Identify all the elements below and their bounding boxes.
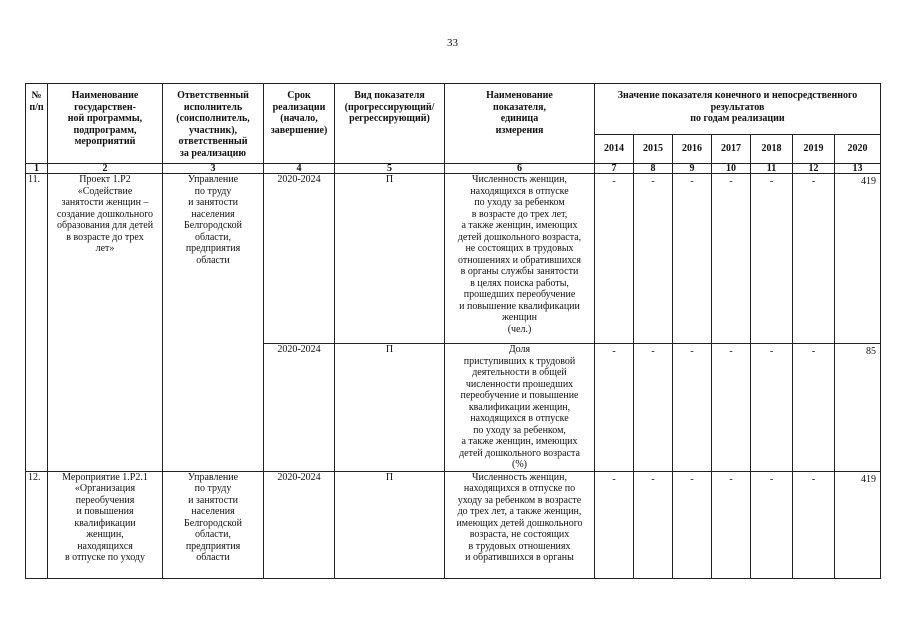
value-2017: - xyxy=(712,471,751,578)
row-number: 12. xyxy=(26,471,48,578)
row-number: 11. xyxy=(26,174,48,472)
header-program-name: Наименование государствен- ной программы, подпрограмм, мероприятий xyxy=(48,84,163,164)
header-values-group: Значение показателя конечного и непосредственного результатов по годам реализации xyxy=(595,84,881,135)
year-cell: 2014 xyxy=(595,135,634,164)
term: 2020-2024 xyxy=(264,344,335,472)
column-number: 2 xyxy=(48,164,163,174)
table-row xyxy=(26,174,881,344)
page-number: 33 xyxy=(447,37,458,49)
executor: Управление по труду и занятости населения Белгородской области, предприятия области xyxy=(163,471,264,578)
header-num: № п/п xyxy=(26,84,48,164)
value-2014: - xyxy=(595,471,634,578)
value-2017: - xyxy=(712,344,751,472)
year-cell: 2017 xyxy=(712,135,751,164)
header-row xyxy=(26,84,881,135)
value-2019: - xyxy=(793,174,835,344)
value-2020: 419 xyxy=(835,471,881,578)
indicators-table xyxy=(25,83,881,579)
year-cell: 2020 xyxy=(835,135,881,164)
term: 2020-2024 xyxy=(264,174,335,344)
column-number: 7 xyxy=(595,164,634,174)
indicator-name: Численность женщин, находящихся в отпуске по уходу за ребенком в возрасте до трех лет, а также женщин, имеющих детей дошкольного возраста, не состоящих в трудовых отношениях и обратившихся в органы xyxy=(445,471,595,578)
header-term: Срок реализации (начало, завершение) xyxy=(264,84,335,164)
column-number: 8 xyxy=(634,164,673,174)
header-indicator-type: Вид показателя (прогрессирующий/ регрессирующий) xyxy=(335,84,445,164)
indicator-type: П xyxy=(335,174,445,344)
value-2018: - xyxy=(751,471,793,578)
column-number: 1 xyxy=(26,164,48,174)
indicator-type: П xyxy=(335,344,445,472)
column-number: 11 xyxy=(751,164,793,174)
program-name: Мероприятие 1.Р2.1 «Организация переобучения и повышения квалификации женщин, находящихся в отпуске по уходу xyxy=(48,471,163,578)
header-indicator-name: Наименование показателя, единица измерения xyxy=(445,84,595,164)
column-number: 5 xyxy=(335,164,445,174)
term: 2020-2024 xyxy=(264,471,335,578)
program-name: Проект 1.Р2 «Содействие занятости женщин – создание дошкольного образования для детей в возрасте до трех лет» xyxy=(48,174,163,472)
value-2015: - xyxy=(634,344,673,472)
value-2019: - xyxy=(793,471,835,578)
indicator-name: Доля приступивших к трудовой деятельности в общей численности прошедших переобучение и повышение квалификации женщин, находящихся в отпуске по уходу за ребенком, а также женщин, имеющих детей дошкольного возраста (%) xyxy=(445,344,595,472)
column-number: 6 xyxy=(445,164,595,174)
year-cell: 2016 xyxy=(673,135,712,164)
executor: Управление по труду и занятости населения Белгородской области, предприятия области xyxy=(163,174,264,472)
value-2019: - xyxy=(793,344,835,472)
column-number: 3 xyxy=(163,164,264,174)
column-number: 9 xyxy=(673,164,712,174)
value-2018: - xyxy=(751,174,793,344)
value-2015: - xyxy=(634,174,673,344)
value-2017: - xyxy=(712,174,751,344)
column-number: 13 xyxy=(835,164,881,174)
column-numbers-row xyxy=(26,164,881,174)
column-number: 4 xyxy=(264,164,335,174)
value-2020: 85 xyxy=(835,344,881,472)
indicator-name: Численность женщин, находящихся в отпуске по уходу за ребенком в возрасте до трех лет, а также женщин, имеющих детей дошкольного возраста, не состоящих в трудовых отношениях и обратившихся в органы службы занятости в целях поиска работы, прошедших переобучение и повышение квалификации женщин (чел.) xyxy=(445,174,595,344)
value-2014: - xyxy=(595,174,634,344)
value-2015: - xyxy=(634,471,673,578)
year-cell: 2018 xyxy=(751,135,793,164)
value-2018: - xyxy=(751,344,793,472)
value-2016: - xyxy=(673,471,712,578)
value-2020: 419 xyxy=(835,174,881,344)
header-executor: Ответственный исполнитель (соисполнитель, участник), ответственный за реализацию xyxy=(163,84,264,164)
column-number: 10 xyxy=(712,164,751,174)
value-2016: - xyxy=(673,344,712,472)
value-2014: - xyxy=(595,344,634,472)
year-cell: 2015 xyxy=(634,135,673,164)
table-row xyxy=(26,471,881,578)
indicator-type: П xyxy=(335,471,445,578)
year-cell: 2019 xyxy=(793,135,835,164)
value-2016: - xyxy=(673,174,712,344)
column-number: 12 xyxy=(793,164,835,174)
